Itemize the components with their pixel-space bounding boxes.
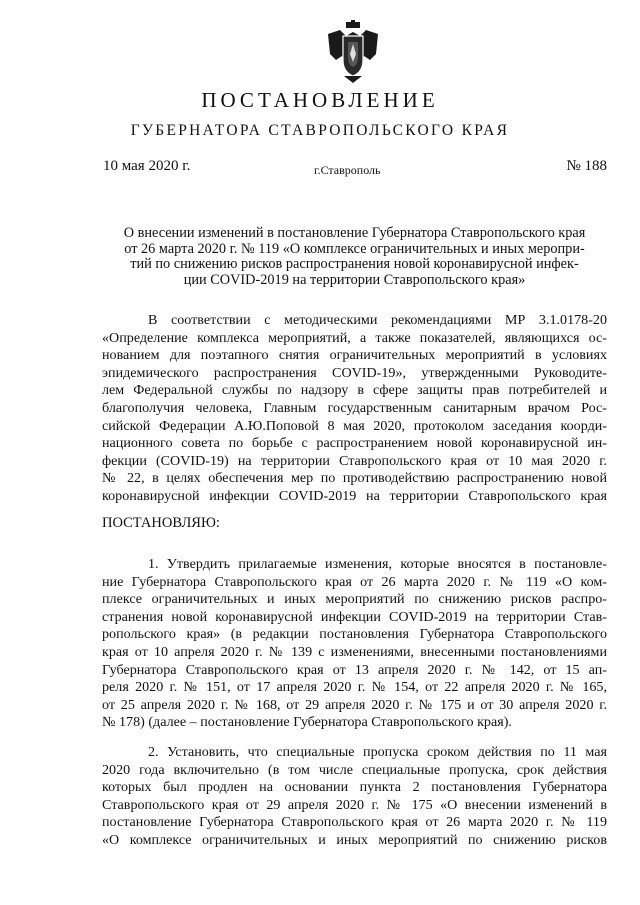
preamble-line: фекции (COVID-19) на территории Ставропольского края от 10 мая 2020 г.: [102, 452, 607, 469]
clause-line: «О комплексе ограничительных и иных мероприятий по снижению рисков: [102, 831, 607, 848]
clause-line: Ставропольского края от 29 апреля 2020 г. № 175 «О внесении изменений в: [102, 796, 607, 813]
clause-line: которых был продлен на основании пункта 2 постановления Губернатора: [102, 779, 607, 796]
clause-line: ропольского края» (в редакции постановления Губернатора Ставропольского: [102, 626, 607, 643]
subject-line: тий по снижению рисков распространения новой коронавирусной инфек-: [130, 256, 579, 272]
preamble-line: лем Федеральной службы по надзору в сфере защиты прав потребителей и: [102, 382, 607, 399]
clause-2: [102, 744, 607, 850]
clause-line: 2020 года включительно (в том числе специальные пропуска, срок действия: [102, 761, 607, 778]
subject-line: от 26 марта 2020 г. № 119 «О комплексе ограничительных и иных меропри-: [124, 240, 585, 257]
clause-line: реля 2020 г. № 151, от 17 апреля 2020 г. № 154, от 22 апреля 2020 г. № 165,: [102, 679, 607, 696]
document-title: ПОСТАНОВЛЕНИЕ: [201, 88, 439, 112]
decree-heading: ПОСТАНОВЛЯЮ:: [102, 515, 220, 531]
preamble-line: благополучия человека, Главным государственным санитарным врачом Рос-: [102, 399, 607, 416]
clause-line: № 178) (далее – постановление Губернатора Ставропольского края).: [102, 714, 512, 731]
clause-1: [102, 556, 607, 732]
preamble-line: эпидемического распространения COVID-19», утвержденными Руководите-: [102, 364, 607, 381]
clause-line: 2. Установить, что специальные пропуска сроком действия по 11 мая: [148, 744, 607, 760]
issuer-title: ГУБЕРНАТОРА СТАВРОПОЛЬСКОГО КРАЯ: [130, 122, 510, 139]
coat-of-arms-icon: [326, 20, 380, 84]
preamble-line: сийской Федерации А.Ю.Поповой 8 мая 2020, протоколом заседания коорди-: [102, 417, 607, 434]
subject-line: О внесении изменений в постановление Губернатора Ставропольского края: [123, 225, 586, 241]
clause-line: от 25 апреля 2020 г. № 168, от 29 апреля 2020 г. № 175 и от 30 апреля 2020 г.: [102, 696, 607, 713]
subject-line: ции COVID-2019 на территории Ставропольского края»: [183, 271, 526, 288]
clause-line: Губернатора Ставропольского края от 13 апреля 2020 г. № 142, от 15 ап-: [102, 661, 607, 678]
document-city: г.Ставрополь: [314, 163, 381, 177]
preamble-line: В соответствии с методическими рекомендациями МР 3.1.0178-20: [148, 312, 607, 328]
preamble-line: нованием для поэтапного снятия ограничительных мероприятий в условиях: [102, 347, 607, 364]
document-number: № 188: [566, 158, 607, 174]
document-date: 10 мая 2020 г.: [103, 158, 191, 174]
preamble-line: «Определение комплекса мероприятий, а также показателей, являющихся ос-: [102, 329, 607, 346]
clause-line: плексе ограничительных и иных мероприятий по снижению рисков распро-: [102, 591, 607, 608]
preamble-line: коронавирусной инфекции COVID-2019 на территории Ставропольского края: [102, 487, 607, 504]
document-subject: [102, 226, 607, 288]
clause-line: ние Губернатора Ставропольского края от 26 марта 2020 г. № 119 «О ком-: [102, 573, 607, 590]
clause-line: странения новой коронавирусной инфекции COVID-2019 на территории Став-: [102, 608, 607, 625]
clause-line: края от 10 апреля 2020 г. № 139 с изменениями, внесенными постановлениями: [102, 643, 607, 660]
clause-line: постановление Губернатора Ставропольского края от 26 марта 2020 г. № 119: [102, 814, 607, 831]
preamble-line: № 22, в целях обеспечения мер по противодействию распространению новой: [102, 470, 607, 487]
preamble-line: национного совета по борьбе с распространением новой коронавирусной ин-: [102, 435, 607, 452]
preamble-paragraph: [102, 312, 607, 506]
clause-line: 1. Утвердить прилагаемые изменения, которые вносятся в постановле-: [148, 556, 607, 572]
